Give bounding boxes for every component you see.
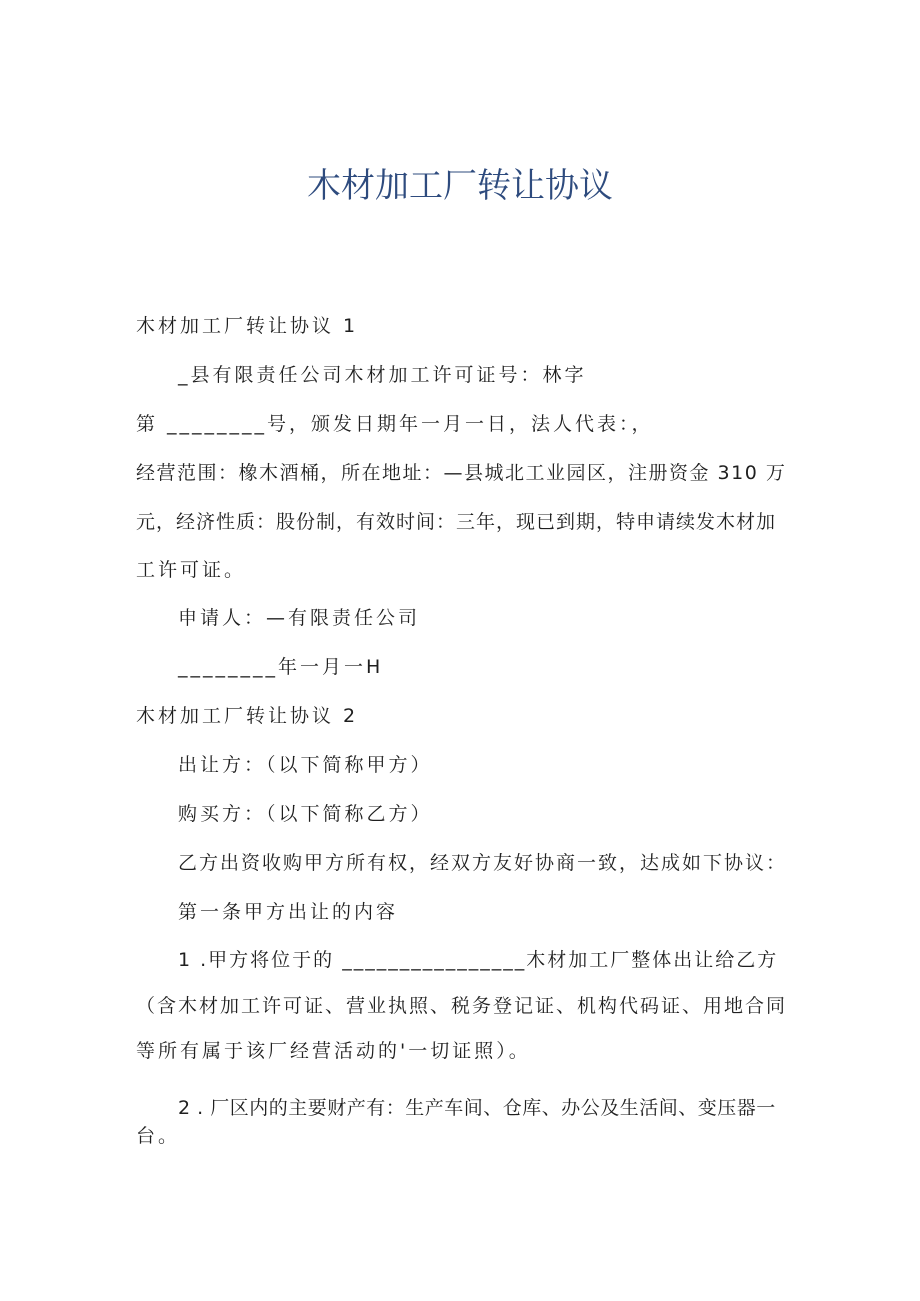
section-heading-1: 木材加工厂转让协议 1 (136, 315, 359, 337)
party-a-line: 出让方：（以下简称甲方） (178, 754, 433, 776)
paragraph-line: 工许可证。 (136, 559, 247, 581)
clause-line: （含木材加工许可证、营业执照、税务登记证、机构代码证、用地合同 (136, 995, 788, 1017)
date-line: ________年一月一H (178, 656, 384, 678)
section-heading-2: 木材加工厂转让协议 2 (136, 705, 359, 727)
clause-line: 2 . 厂区内的主要财产有：生产车间、仓库、办公及生活间、变压器一 (178, 1097, 776, 1119)
party-b-line: 购买方：（以下简称乙方） (178, 803, 433, 825)
applicant-line: 申请人：—有限责任公司 (178, 607, 421, 629)
clause-line: 1 .甲方将位于的 ________________木材加工厂整体出让给乙方 (178, 949, 779, 971)
paragraph-line: 第 ________号，颁发日期年一月一日，法人代表：， (136, 413, 654, 435)
paragraph-line: 元，经济性质：股份制，有效时间：三年，现已到期，特申请续发木材加 (136, 511, 777, 533)
clause-line: 台。 (136, 1125, 181, 1147)
paragraph-line: 经营范围：橡木酒桶，所在地址：—县城北工业园区，注册资金 310 万 (136, 462, 787, 484)
paragraph-line: _县有限责任公司木材加工许可证号：林字 (178, 364, 587, 386)
clause-line: 等所有属于该厂经营活动的'一切证照）。 (136, 1040, 531, 1062)
paragraph-line: 乙方出资收购甲方所有权，经双方友好协商一致，达成如下协议： (178, 852, 788, 874)
document-title: 木材加工厂转让协议 (307, 166, 613, 206)
article-heading: 第一条甲方出让的内容 (178, 901, 399, 923)
